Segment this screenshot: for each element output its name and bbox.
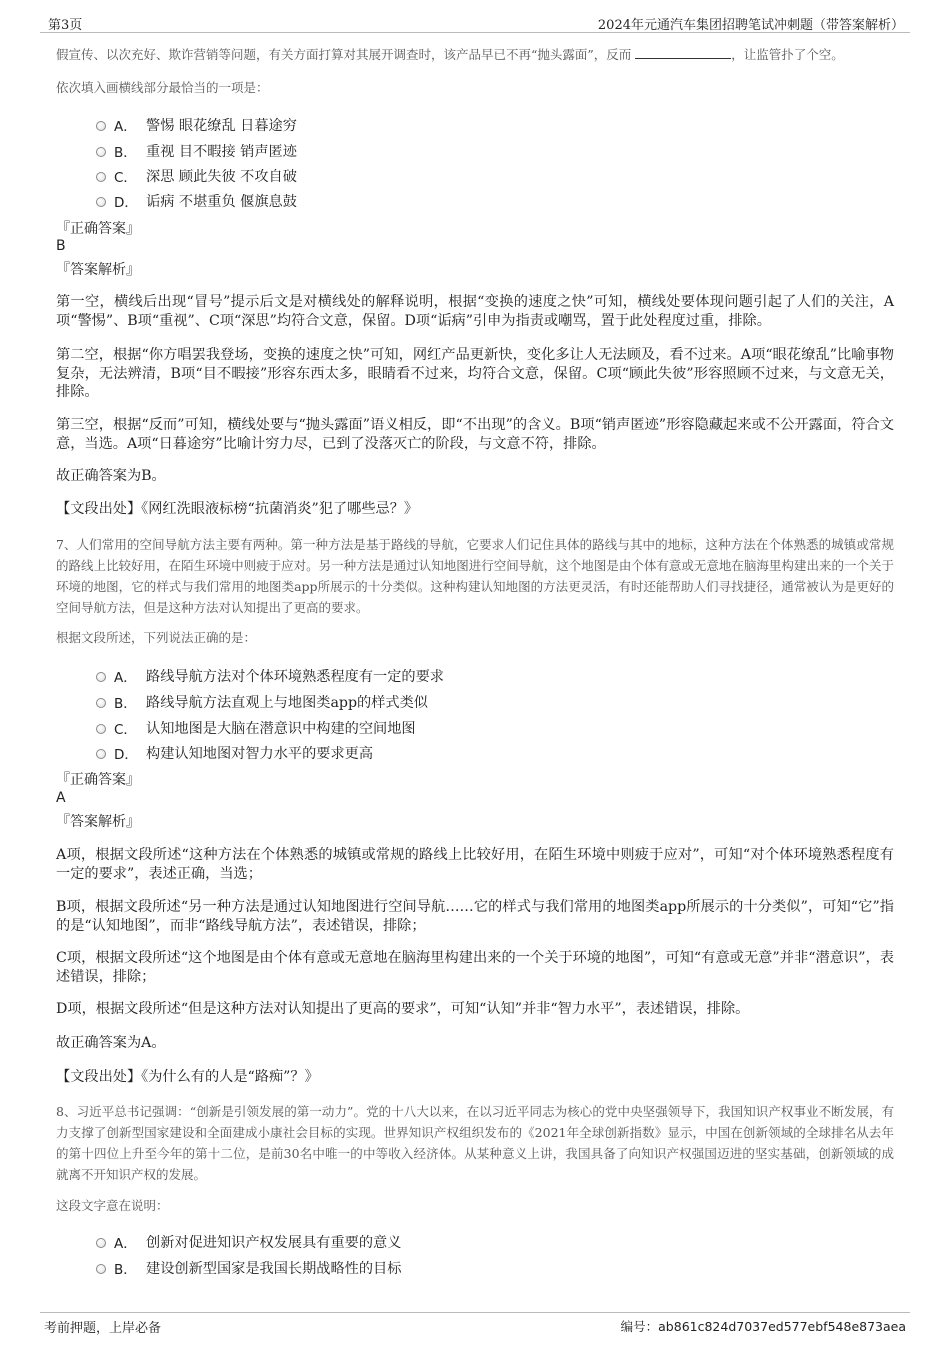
q7-source: 【文段出处】《为什么有的人是“路痴”？》 [56,1069,319,1085]
q7-passage: 7、人们常用的空间导航方法主要有两种。第一种方法是基于路线的导航，它要求人们记住具体的路线与其中的地标，这种方法在个体熟悉的城镇或常规的路线上比较好用，在陌生环境中则疲于应对。另一种方法是通过认知地图进行空间导航，这个地图是由个体有意或无意地在脑海里构建出来的一个关于环境的地图，它的样式与我们常用的地图类app所展示的十分类似。这种构建认知地图的方法更灵活，有时还能帮助人们寻找捷径，通常被认为是更好的空间导航方法，但是这种方法对认知提出了更高的要求。 [56,537,894,615]
q6-analysis-2: 第二空，根据“你方唱罢我登场，变换的速度之快”可知，网红产品更新快，变化多让人无法顾及，看不过来。A项“眼花缭乱”比喻事物复杂，无法辨清，B项“目不暇接”形容东西太多，眼睛看不过来，均符合文意，保留。C项“顾此失彼”形容照顾不过来，与文意无关，排除。 [56,347,894,400]
radio-icon[interactable] [96,698,106,708]
q6-analysis-1: 第一空，横线后出现“冒号”提示后文是对横线处的解释说明，根据“变换的速度之快”可知，横线处要体现问题引起了人们的关注，A项“警惕”、B项“重视”、C项“深思”均符合文意，保留。D项“诟病”引申为指责或嘲骂，置于此处程度过重，排除。 [56,294,894,329]
q6-analysis-label: 『答案解析』 [56,262,140,278]
footer-slogan: 考前押题，上岸必备 [44,1321,162,1336]
radio-icon[interactable] [96,197,106,207]
page-header [40,12,910,33]
q7-prompt: 根据文段所述，下列说法正确的是： [56,630,257,645]
q6-answer: B [56,238,66,254]
q6-conclusion: 故正确答案为B。 [56,468,166,484]
q7-conclusion: 故正确答案为A。 [56,1035,166,1051]
q7-analysis-c: C项，根据文段所述“这个地图是由个体有意或无意地在脑海里构建出来的一个关于环境的地图”，可知“有意或无意”并非“潜意识”，表述错误，排除； [56,950,894,985]
q7-answer: A [56,790,66,806]
radio-icon[interactable] [96,147,106,157]
q6-source: 【文段出处】《网红洗眼液标榜“抗菌消炎”犯了哪些忌？》 [56,501,419,517]
q7-answer-label: 『正确答案』 [56,772,140,788]
q8-prompt: 这段文字意在说明： [56,1198,169,1213]
radio-icon[interactable] [96,749,106,759]
q7-analysis-a: A项，根据文段所述“这种方法在个体熟悉的城镇或常规的路线上比较好用，在陌生环境中则疲于应对”，可知“对个体环境熟悉程度有一定的要求”，表述正确，当选； [56,847,894,882]
radio-icon[interactable] [96,672,106,682]
page-footer [40,1312,910,1335]
q6-analysis-3: 第三空，根据“反而”可知，横线处要与“抛头露面”语义相反，即“不出现”的含义。B项“销声匿迹”形容隐藏起来或不公开露面，符合文意，当选。A项“日暮途穷”比喻计穷力尽，已到了没落灭亡的阶段，与文意不符，排除。 [56,417,894,452]
q6-answer-label: 『正确答案』 [56,221,140,237]
q7-analysis-label: 『答案解析』 [56,814,140,830]
document-title: 2024年元通汽车集团招聘笔试冲刺题（带答案解析） [597,18,904,33]
q6-prompt: 依次填入画横线部分最恰当的一项是： [56,80,269,95]
q6-passage-tail: 假宣传、以次充好、欺诈营销等问题，有关方面打算对其展开调查时，该产品早已不再“抛头露面”，反而 ，让监管扑了个空。 [56,47,844,62]
radio-icon[interactable] [96,724,106,734]
q7-analysis-b: B项，根据文段所述“另一种方法是通过认知地图进行空间导航……它的样式与我们常用的地图类app所展示的十分类似”，可知“它”指的是“认知地图”，而非“路线导航方法”，表述错误，排除； [56,899,894,934]
q8-passage: 8、习近平总书记强调：“创新是引领发展的第一动力”。党的十八大以来，在以习近平同志为核心的党中央坚强领导下，我国知识产权事业不断发展，有力支撑了创新型国家建设和全面建成小康社会目标的实现。世界知识产权组织发布的《2021年全球创新指数》显示，中国在创新领域的全球排名从去年的第十四位上升至今年的第十二位，是前30名中唯一的中等收入经济体。从某种意义上讲，我国具备了向知识产权强国迈进的坚实基础，创新领域的成就离不开知识产权的发展。 [56,1104,894,1182]
q7-analysis-d: D项，根据文段所述“但是这种方法对认知提出了更高的要求”，可知“认知”并非“智力水平”，表述错误，排除。 [56,1001,750,1017]
document-code: 编号：ab861c824d7037ed577ebf548e873aea [620,1319,906,1334]
fill-blank [635,46,731,59]
radio-icon[interactable] [96,1238,106,1248]
page-number: 第3页 [48,18,83,33]
radio-icon[interactable] [96,121,106,131]
radio-icon[interactable] [96,1264,106,1274]
radio-icon[interactable] [96,172,106,182]
